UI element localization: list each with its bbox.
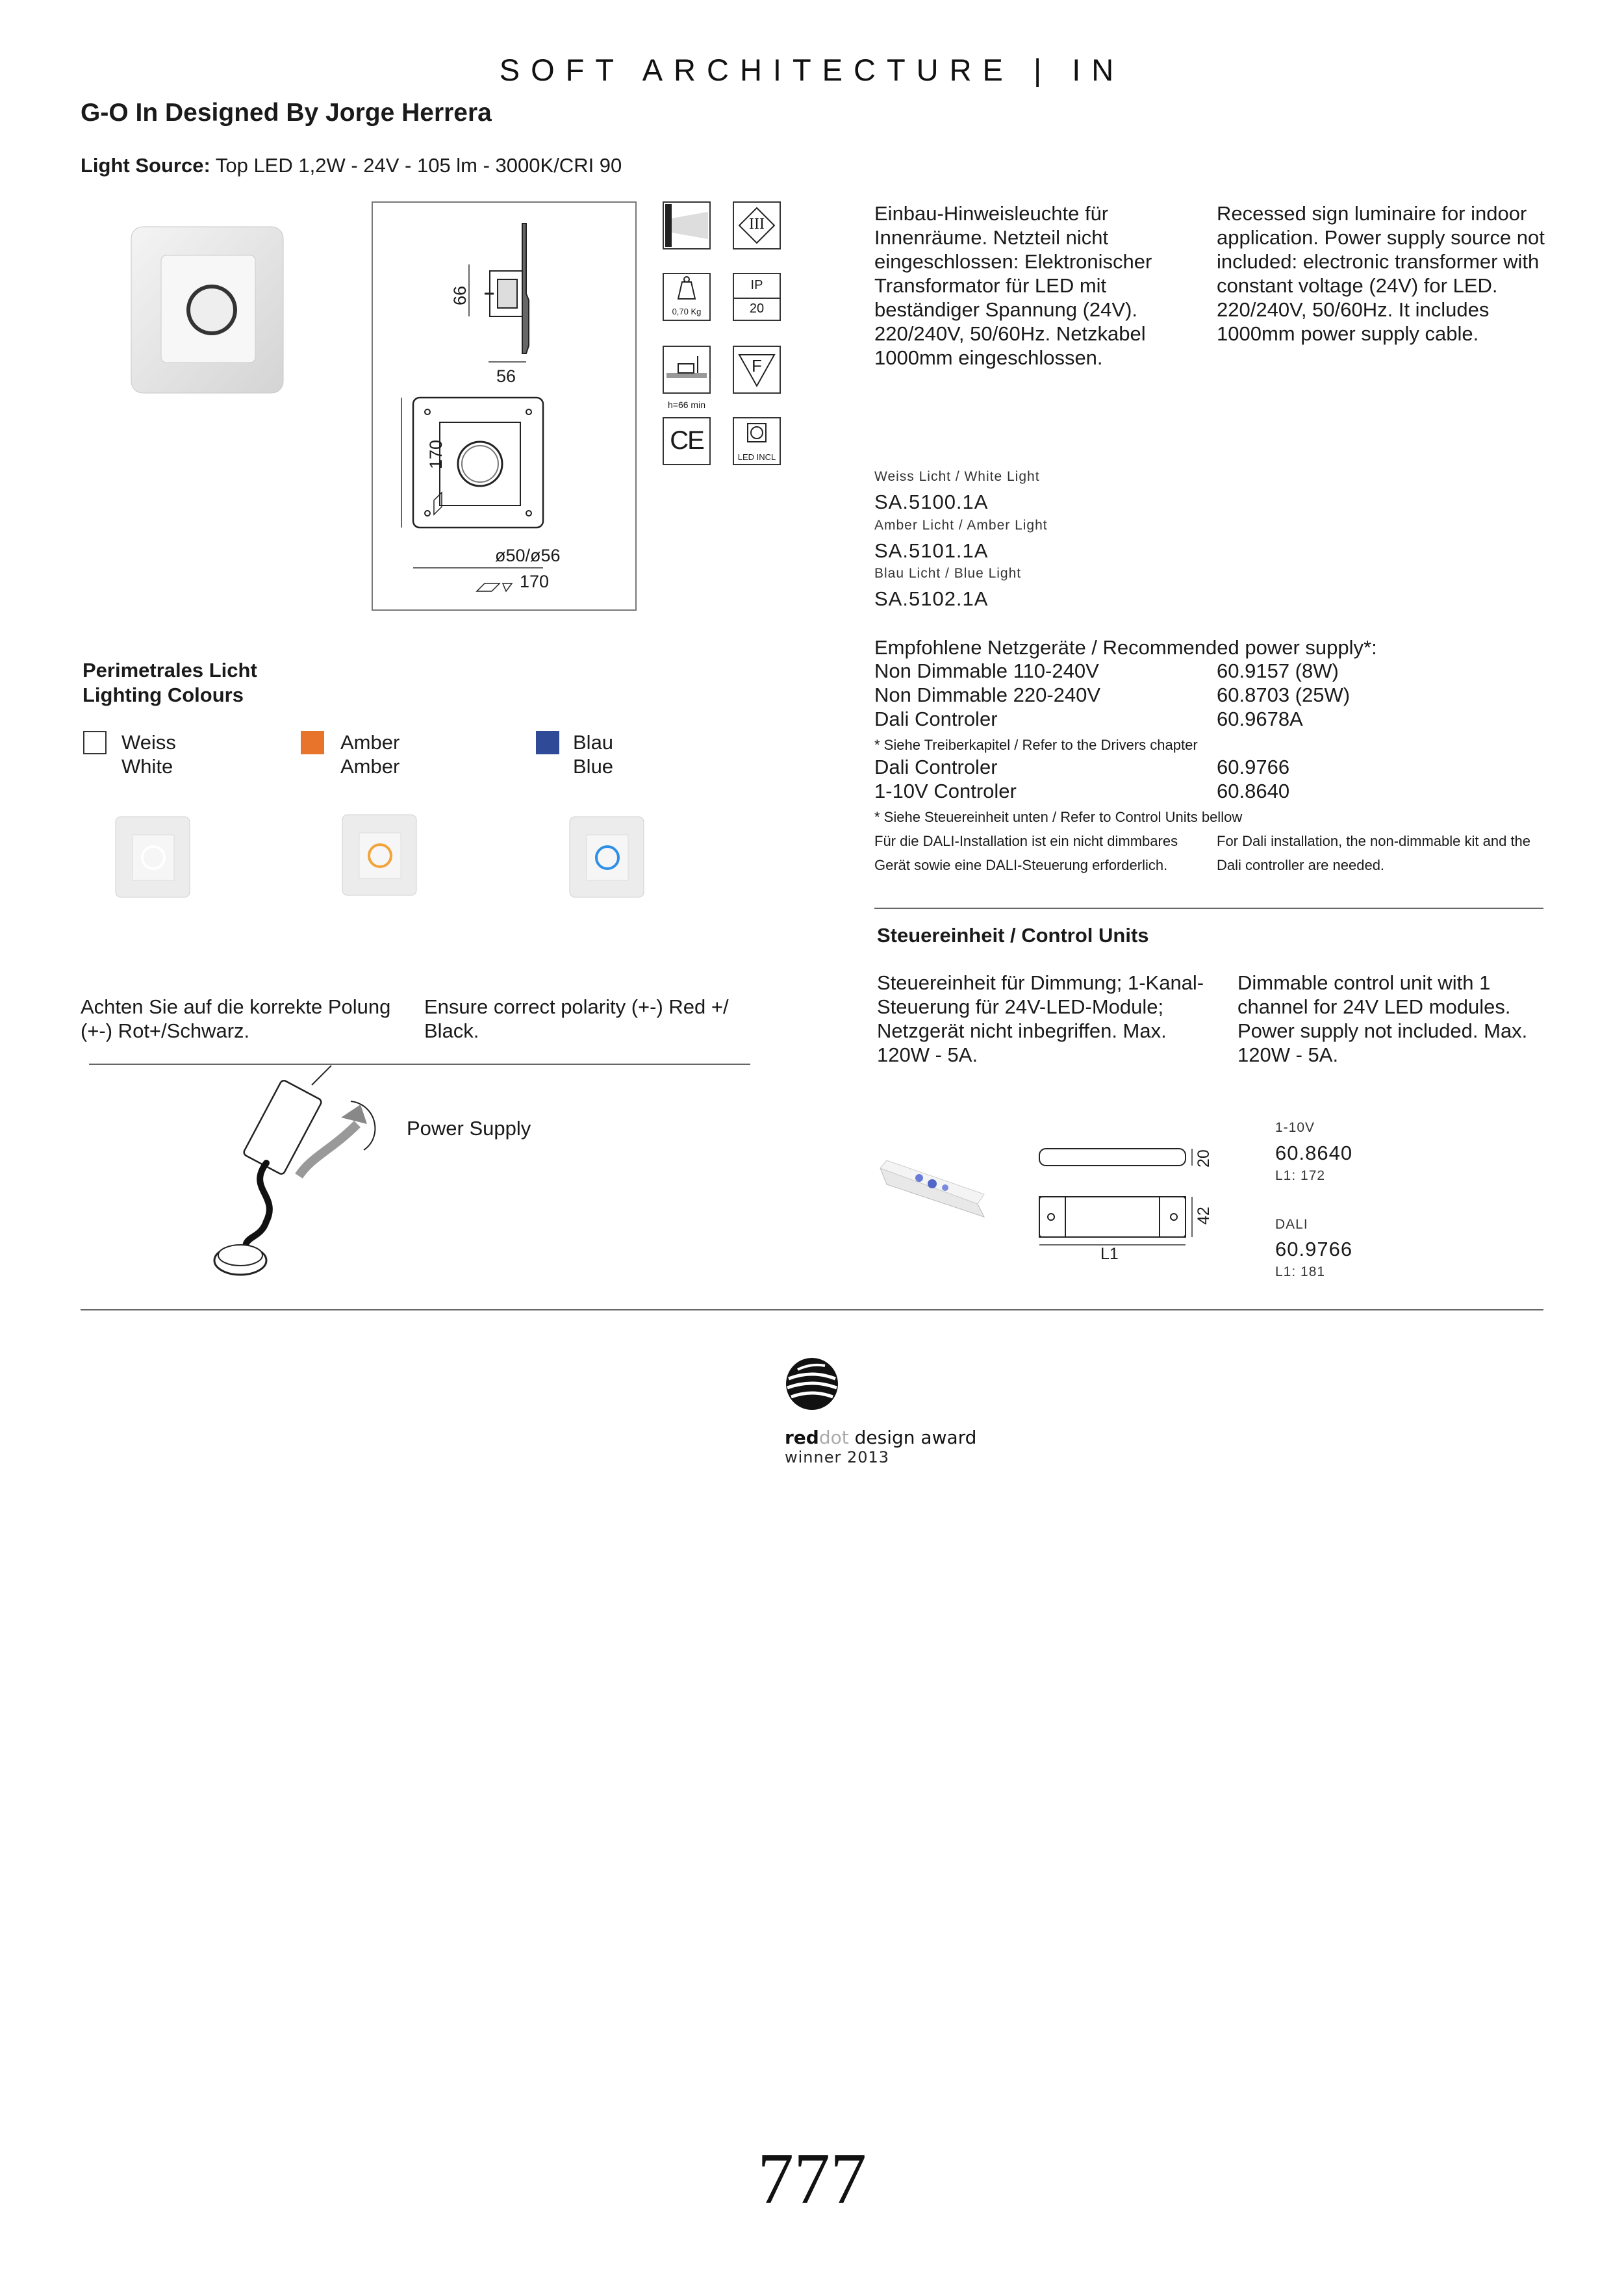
weight-icon — [663, 273, 711, 321]
colour-blue-en: Blue — [573, 755, 614, 778]
product-title: G-O In Designed By Jorge Herrera — [81, 99, 492, 127]
dim-side: 170 — [426, 439, 446, 469]
reddot-logo-icon — [785, 1357, 839, 1411]
lighting-colours-heading-en: Lighting Colours — [82, 683, 244, 706]
colour-blue-de: Blau — [573, 731, 614, 754]
dali-note-de: Für die DALI-Installation ist ein nicht dimmbares Gerät sowie eine DALI-Steuerung erforderlich. — [874, 833, 1178, 873]
weight-label: 0,70 Kg — [672, 307, 702, 316]
control-unit-dim-height: 20 — [1195, 1149, 1213, 1168]
install-height: h=66 min — [668, 400, 705, 410]
led-included-icon — [733, 417, 781, 465]
polarity-de: Achten Sie auf die korrekte Polung (+-) Rot+/Schwarz. — [81, 995, 391, 1042]
swatch-blue — [536, 731, 559, 754]
award-rest: design award — [848, 1427, 977, 1448]
ps-row-code: 60.9766 — [1217, 756, 1290, 778]
drivers-note: * Siehe Treiberkapitel / Refer to the Drivers chapter — [874, 737, 1198, 753]
page-header: SOFT ARCHITECTURE | IN — [499, 53, 1125, 87]
control-unit-photo — [874, 1155, 994, 1227]
ps-row-name: Non Dimmable 110-240V — [874, 659, 1099, 682]
beam-icon — [663, 201, 711, 249]
control-units-de: Steuereinheit für Dimmung; 1-Kanal-Steuerung für 24V-LED-Module; Netzgerät nicht inbegriffen. Max. 120W - 5A. — [877, 971, 1204, 1066]
control-unit-dim-width: 42 — [1195, 1207, 1213, 1225]
control-unit-code-dali: 60.9766 — [1275, 1238, 1353, 1260]
f-mark-icon — [733, 346, 781, 394]
dali-note-en: For Dali installation, the non-dimmable kit and the Dali controller are needed. — [1217, 833, 1531, 873]
variant-code-blue: SA.5102.1A — [874, 587, 989, 610]
control-units-note: * Siehe Steuereinheit unten / Refer to Control Units bellow — [874, 809, 1243, 825]
led-included-label: LED INCL — [737, 452, 776, 462]
ce-mark-icon — [663, 417, 711, 465]
light-source-value: Top LED 1,2W - 24V - 105 lm - 3000K/CRI 90 — [215, 154, 622, 177]
light-source — [81, 154, 622, 177]
control-unit-drawing — [1033, 1143, 1202, 1260]
variant-code-white: SA.5100.1A — [874, 491, 989, 513]
control-unit-l1-1-10v: L1: 172 — [1275, 1168, 1326, 1183]
ip-rating-icon — [733, 273, 781, 321]
ps-row-name: Dali Controler — [874, 756, 998, 778]
f-mark-label: F — [752, 356, 762, 376]
colour-white-en: White — [121, 755, 173, 778]
variant-label-amber: Amber Licht / Amber Light — [874, 518, 1048, 533]
light-source-label: Light Source: — [81, 154, 210, 177]
control-unit-label-dali: DALI — [1275, 1217, 1308, 1232]
ps-row-name: Dali Controler — [874, 708, 998, 730]
divider — [874, 908, 1543, 909]
divider — [89, 1064, 750, 1065]
variant-label-white: Weiss Licht / White Light — [874, 469, 1040, 484]
ce-mark-label: CE — [670, 426, 704, 455]
award-name — [785, 1427, 976, 1448]
control-unit-l1-dali: L1: 181 — [1275, 1264, 1326, 1279]
ps-row-name: Non Dimmable 220-240V — [874, 683, 1101, 706]
award-brand-dot: dot — [818, 1427, 849, 1448]
control-unit-label-1-10v: 1-10V — [1275, 1120, 1315, 1135]
thumb-white — [114, 815, 192, 900]
thumb-amber — [341, 813, 419, 898]
swatch-amber — [301, 731, 324, 754]
award-brand-red: red — [785, 1427, 819, 1448]
ip-label: IP — [750, 278, 763, 292]
power-supply-heading: Empfohlene Netzgeräte / Recommended power supply*: — [874, 636, 1377, 659]
colour-white-de: Weiss — [121, 731, 176, 754]
ps-row-code: 60.8640 — [1217, 780, 1290, 802]
ps-row-code: 60.8703 (25W) — [1217, 683, 1351, 706]
colour-amber-de: Amber — [340, 731, 400, 754]
power-supply-label: Power Supply — [407, 1117, 531, 1140]
divider — [81, 1309, 1543, 1310]
swatch-white — [83, 731, 107, 754]
description-en: Recessed sign luminaire for indoor application. Power supply source not included: electronic transformer with constant voltage (24V) for LED. 220/240V, 50/60Hz. It includes 1000mm power supply cable. — [1217, 202, 1545, 345]
thumb-blue — [568, 815, 646, 900]
variant-label-blue: Blau Licht / Blue Light — [874, 566, 1022, 581]
class-iii-label: III — [749, 216, 765, 233]
variant-code-amber: SA.5101.1A — [874, 539, 989, 562]
control-units-heading: Steuereinheit / Control Units — [877, 924, 1149, 947]
control-unit-dim-length: L1 — [1100, 1245, 1119, 1263]
wiring-illustration — [201, 1066, 409, 1280]
ps-row-code: 60.9678A — [1217, 708, 1303, 730]
product-photo — [130, 224, 286, 396]
class-iii-icon — [733, 201, 781, 249]
dim-bottom: 170 — [520, 572, 550, 591]
lighting-colours-heading-de: Perimetrales Licht — [82, 659, 257, 682]
dim-cutout: ø50/ø56 — [495, 546, 561, 565]
page-number: 777 — [757, 2139, 867, 2219]
dim-width: 56 — [496, 366, 516, 386]
polarity-en: Ensure correct polarity (+-) Red +/ Black. — [424, 995, 729, 1042]
description-de: Einbau-Hinweisleuchte für Innenräume. Netzteil nicht eingeschlossen: Elektronischer Transformator für LED mit beständiger Spannung (24V). 220/240V, 50/60Hz. Netzkabel 1000mm eingeschlossen. — [874, 202, 1152, 369]
control-units-en: Dimmable control unit with 1 channel for 24V LED modules. Power supply not included. Max. 120W - 5A. — [1237, 971, 1528, 1066]
ip-value: 20 — [749, 301, 765, 316]
ps-row-name: 1-10V Controler — [874, 780, 1017, 802]
colour-amber-en: Amber — [340, 755, 400, 778]
ps-row-code: 60.9157 (8W) — [1217, 659, 1339, 682]
dim-depth: 66 — [450, 285, 470, 305]
installation-icon — [663, 346, 711, 394]
control-unit-code-1-10v: 60.8640 — [1275, 1142, 1353, 1164]
award-year: winner 2013 — [785, 1448, 890, 1466]
technical-drawing — [372, 201, 637, 611]
